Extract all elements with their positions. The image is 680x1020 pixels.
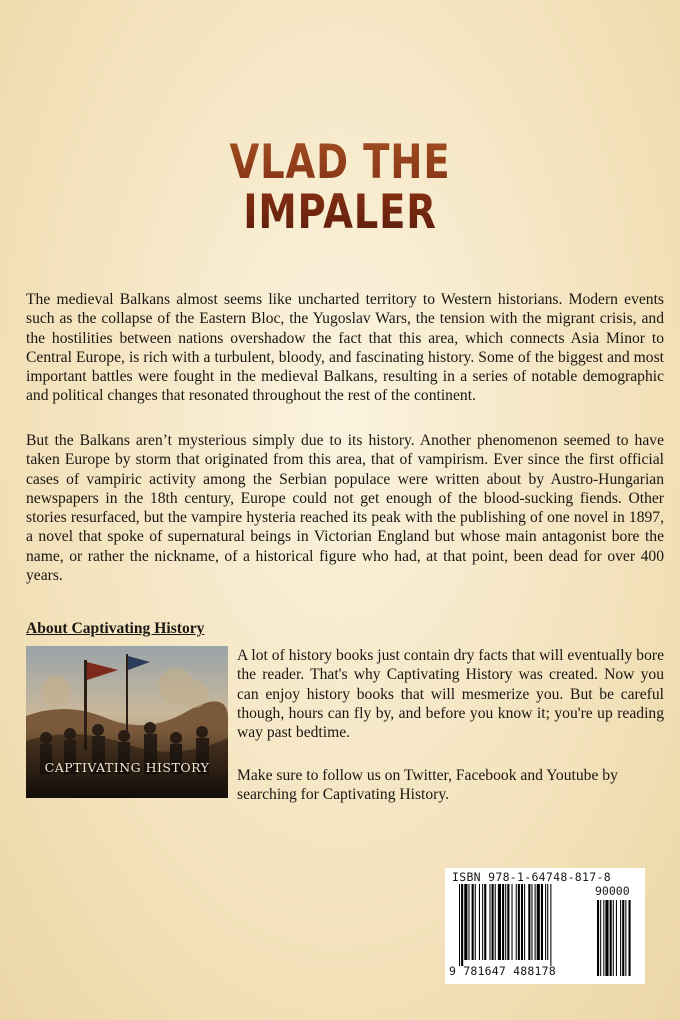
barcode-bar bbox=[512, 884, 513, 960]
about-paragraph-1: A lot of history books just contain dry facts that will eventually bore the reader. That's why Captivating History was created. Now you can enjoy history books that will mesmerize you. But be careful though, hours can fly by, and before you know it; you're up reading way past bedtime. bbox=[237, 647, 664, 742]
addon-bar bbox=[613, 900, 614, 976]
barcode-bar bbox=[507, 884, 509, 960]
barcode-bar bbox=[516, 884, 517, 960]
barcode-bar bbox=[498, 884, 501, 960]
ean-digits: 9 781647 488178 bbox=[449, 964, 556, 978]
barcode-bar bbox=[484, 884, 486, 960]
logo-label: CAPTIVATING HISTORY bbox=[44, 760, 210, 775]
isbn-label: ISBN 978-1-64748-817-8 bbox=[452, 870, 611, 884]
description-paragraph-2: But the Balkans aren’t mysterious simply due to its history. Another phenomenon seemed to have taken Europe by storm that originated from this area, that of vampirism. Ever since the first official cases of vampiric activity among the Serbian populace were written about by Austro-Hungarian newspapers in the 18th century, Europe could not get enough of the blood-sucking fiends. Other stories resurfaced, but the vampire hysteria reached its peak with the publishing of one novel in 1897, a novel that spoke of supernatural beings in Victorian England but whose main antagonist bore the name, or rather the nickname, of a historical figure who had, at that point, been dead for over 400 years. bbox=[26, 432, 664, 585]
barcode-bar bbox=[550, 884, 551, 966]
barcode-bar bbox=[541, 884, 543, 960]
barcode-bar bbox=[547, 884, 548, 960]
battle-painting-image bbox=[26, 646, 228, 798]
about-heading: About Captivating History bbox=[26, 620, 205, 637]
barcode-bar bbox=[535, 884, 536, 960]
barcode-bar bbox=[537, 884, 540, 960]
about-paragraph-2: Make sure to follow us on Twitter, Facebook and Youtube by searching for Captivating History. bbox=[237, 767, 618, 804]
addon-bar bbox=[605, 900, 608, 976]
barcode-bar bbox=[492, 884, 494, 960]
barcode-bar bbox=[545, 884, 546, 960]
addon-bar bbox=[603, 900, 604, 976]
addon-bar bbox=[620, 900, 621, 976]
barcode-bar bbox=[518, 884, 520, 960]
addon-bar bbox=[610, 900, 612, 976]
price-addon-code: 90000 bbox=[595, 884, 630, 898]
book-title-line-2: IMPALER bbox=[243, 185, 437, 240]
barcode-bar bbox=[464, 884, 467, 960]
barcode-bar bbox=[472, 884, 474, 960]
barcode-bar bbox=[521, 884, 523, 960]
description-paragraph-1: The medieval Balkans almost seems like uncharted territory to Western historians. Modern events such as the collapse of the Eastern Bloc, the Yugoslav Wars, the tension with the migrant crisis, and the hostilities between nations overshadow the fact that this area, which connects Asia Minor to Central Europe, is rich with a turbulent, bloody, and fascinating history. Some of the biggest and most important battles were fought in the medieval Balkans, resulting in a series of notable demographic and political changes that resonated throughout the rest of the continent. bbox=[26, 291, 664, 405]
barcode-bar bbox=[482, 884, 483, 960]
addon-bar bbox=[629, 900, 631, 976]
barcode-bar bbox=[524, 884, 525, 960]
addon-bar bbox=[600, 900, 601, 976]
barcode-bar bbox=[461, 884, 463, 966]
captivating-history-logo bbox=[26, 646, 228, 798]
addon-bar bbox=[622, 900, 624, 976]
book-title bbox=[61, 135, 619, 240]
book-title-line-1: VLAD THE bbox=[229, 135, 451, 190]
barcode-bar bbox=[505, 884, 506, 960]
barcode-bar bbox=[479, 884, 480, 960]
isbn-barcode bbox=[445, 868, 645, 984]
barcode-bar bbox=[468, 884, 469, 960]
barcode-bar bbox=[531, 884, 532, 960]
barcode-bar bbox=[528, 884, 530, 960]
barcode-bar bbox=[489, 884, 490, 960]
addon-bar bbox=[616, 900, 617, 976]
barcode-bar bbox=[475, 884, 476, 960]
barcode-bar bbox=[495, 884, 496, 960]
barcode-bar bbox=[502, 884, 504, 960]
barcode-bar bbox=[459, 884, 460, 966]
addon-bar bbox=[625, 900, 626, 976]
